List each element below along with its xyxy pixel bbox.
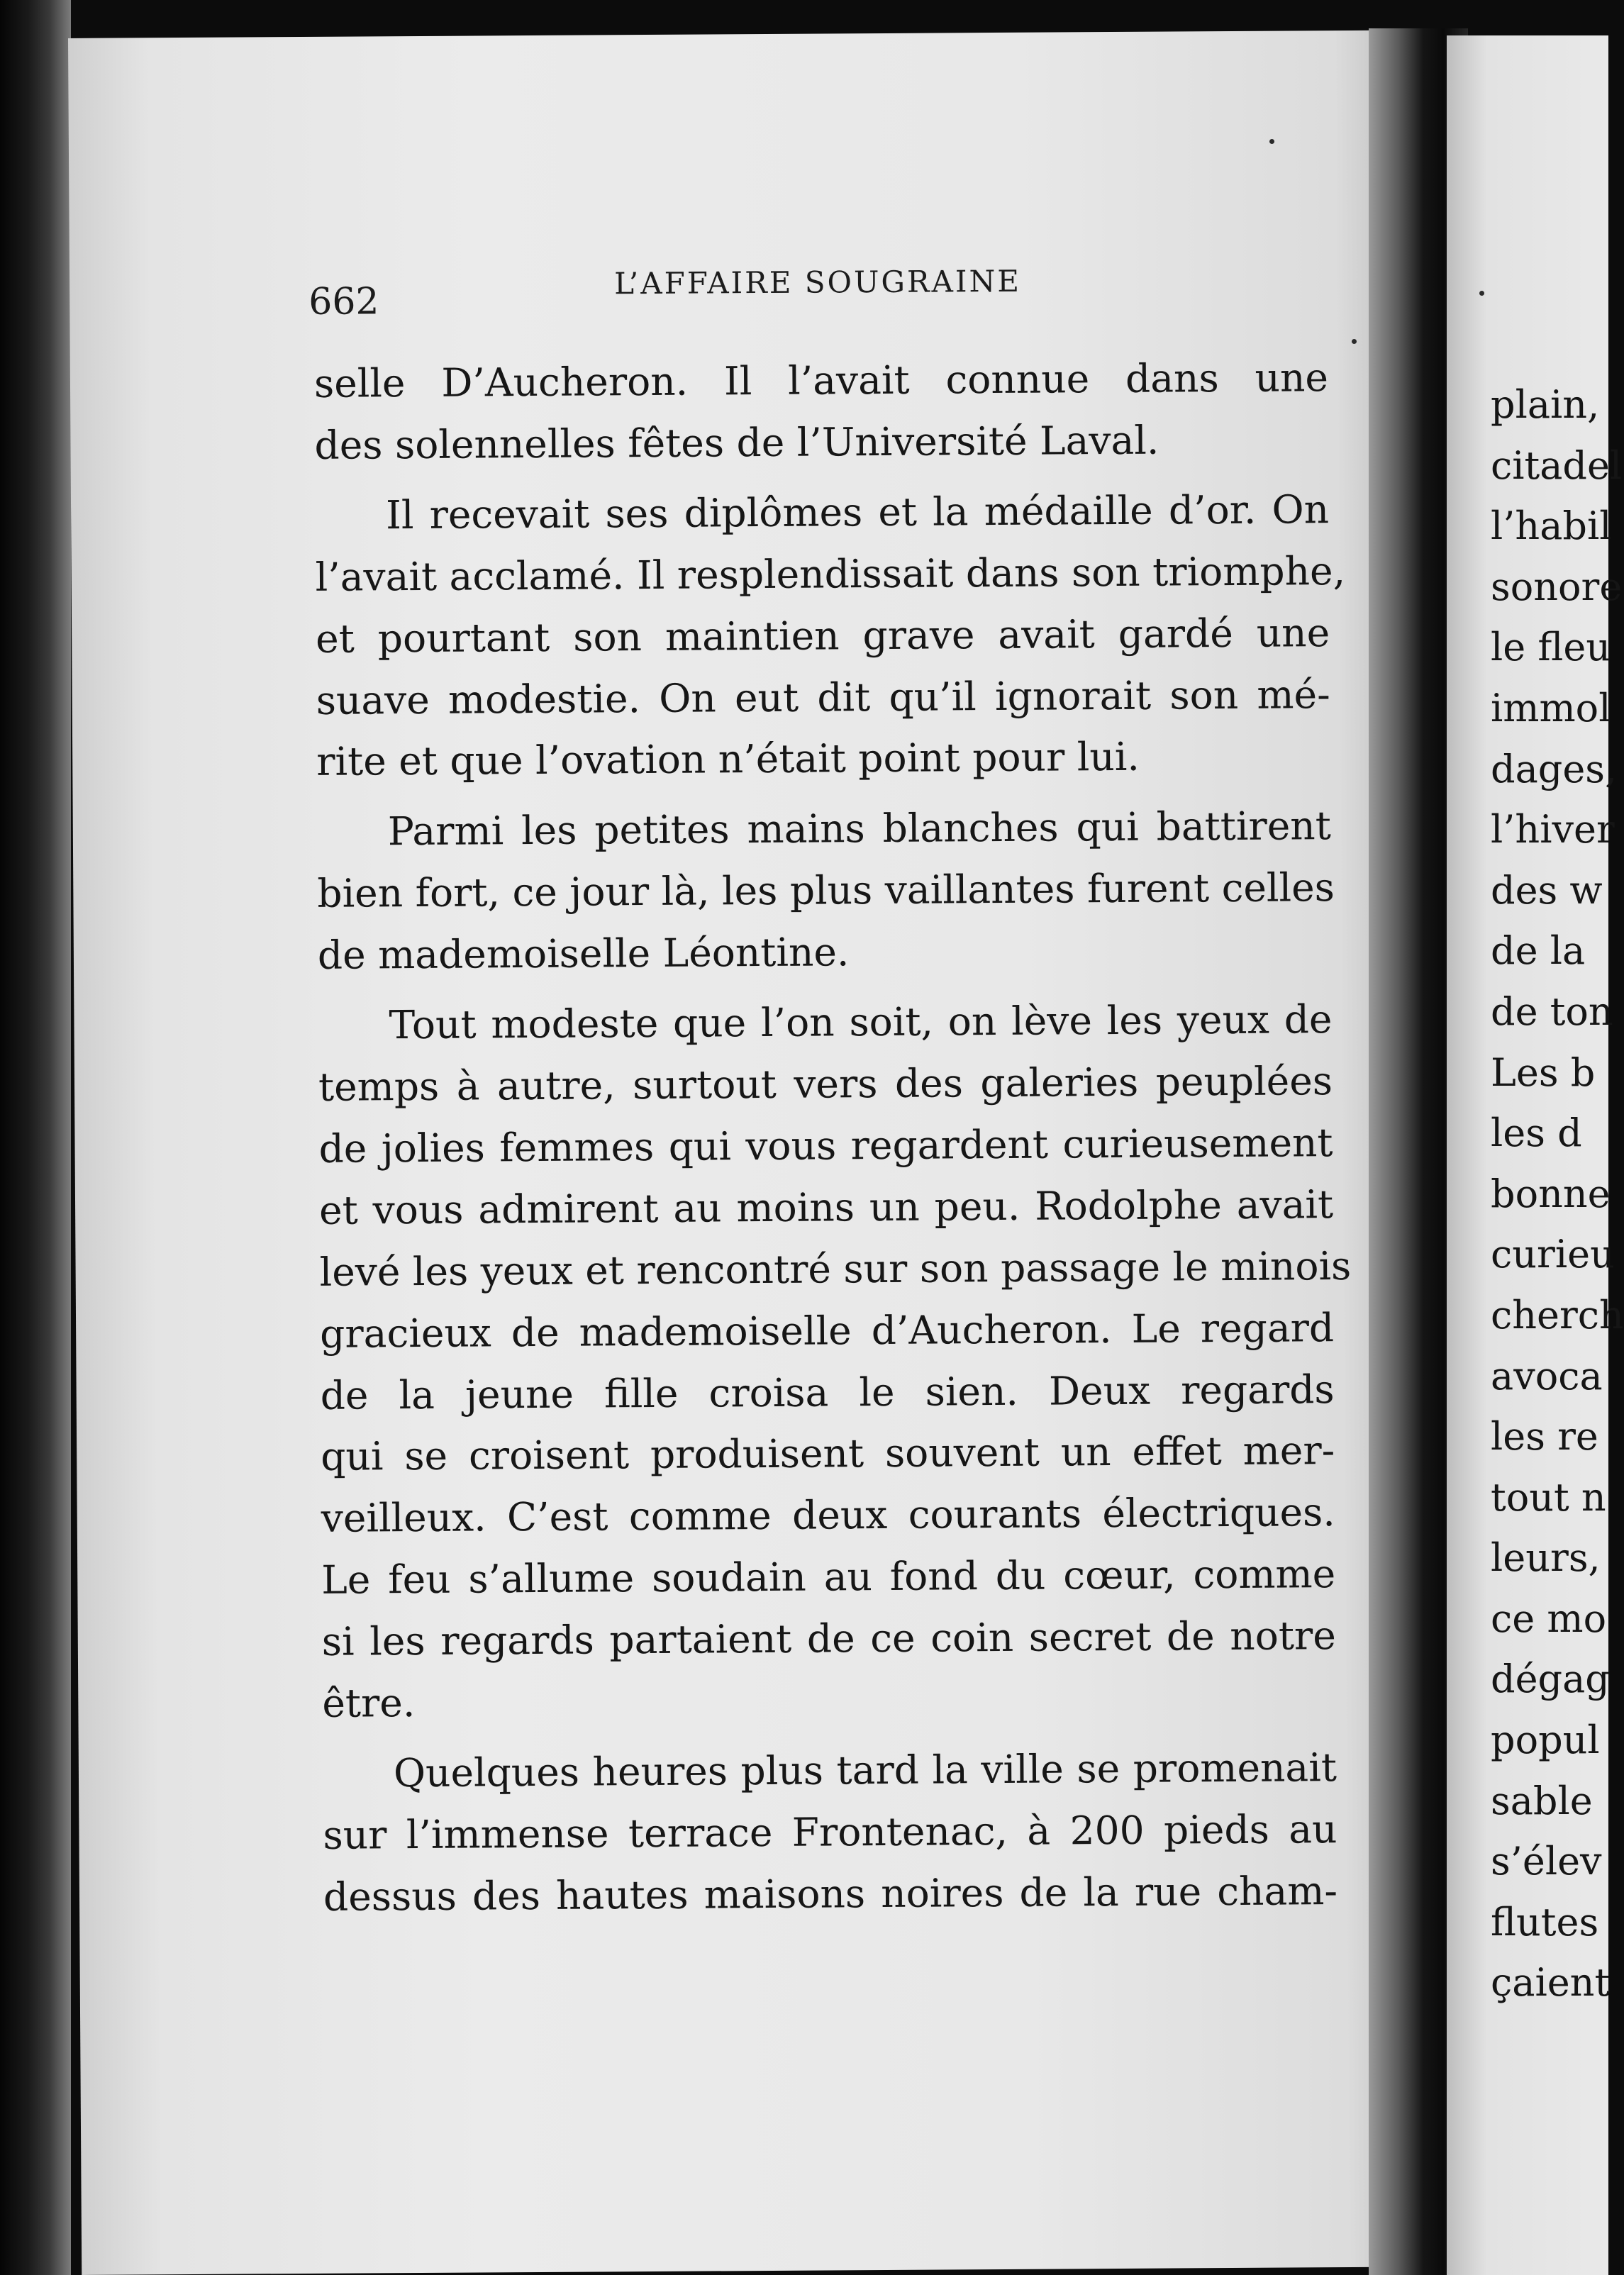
right-page xyxy=(1447,35,1624,2275)
text-line: de la jeune fille croisa le sien. Deux regards xyxy=(320,1366,1335,1418)
body-text xyxy=(313,347,1352,1928)
right-page-line: des w xyxy=(1491,867,1603,913)
text-line: de mademoiselle Léontine. xyxy=(317,929,850,979)
right-page-line: immol xyxy=(1491,685,1611,730)
text-line: et pourtant son maintien grave avait gardé une xyxy=(315,609,1330,662)
scan-speck xyxy=(1352,339,1357,344)
text-line: qui se croisent produisent souvent un effet mer- xyxy=(321,1428,1335,1480)
right-page-text xyxy=(1491,374,1624,2013)
text-line: être. xyxy=(322,1680,416,1726)
right-page-line: dages, xyxy=(1491,746,1618,791)
right-page-line: leurs, xyxy=(1491,1535,1601,1581)
text-line: Quelques heures plus tard la ville se promenait xyxy=(393,1745,1337,1796)
right-page-line: ce mo xyxy=(1491,1596,1607,1641)
text-line: des solennelles fêtes de l’Université Laval. xyxy=(314,417,1159,468)
right-page-line: les re xyxy=(1491,1414,1598,1459)
text-line: Parmi les petites mains blanches qui battirent xyxy=(387,803,1332,855)
right-page-line: les d xyxy=(1491,1111,1582,1156)
text-line: rite et que l’ovation n’était point pour lui. xyxy=(316,734,1140,785)
right-page-line: avoca xyxy=(1491,1353,1603,1398)
text-line: si les regards partaient de ce coin secret de notre xyxy=(321,1613,1336,1664)
right-page-line: popul xyxy=(1491,1718,1600,1763)
text-line: et vous admirent au moins un peu. Rodolphe avait xyxy=(318,1181,1334,1233)
right-page-line: sable xyxy=(1491,1778,1593,1823)
book-left-edge xyxy=(0,0,71,2275)
text-line: l’avait acclamé. Il resplendissait dans son triomphe, xyxy=(315,547,1346,600)
text-line: sur l’immense terrace Frontenac, à 200 pieds au xyxy=(323,1806,1337,1858)
scan-speck xyxy=(1269,139,1274,144)
right-page-line: plain, xyxy=(1491,382,1600,427)
right-page-line: dégag xyxy=(1491,1657,1610,1702)
text-line: suave modestie. On eut dit qu’il ignorait son mé- xyxy=(316,671,1330,723)
right-page-line: de ton xyxy=(1491,989,1613,1034)
right-page-line: bonne xyxy=(1491,1171,1611,1216)
text-line: selle D’Aucheron. Il l’avait connue dans une xyxy=(313,355,1329,406)
right-page-line: sonore xyxy=(1491,564,1623,609)
right-page-line: l’hiver xyxy=(1491,807,1615,852)
text-line: Le feu s’allume soudain au fond du cœur, comme xyxy=(321,1551,1336,1603)
right-page-line: l’habil xyxy=(1491,504,1612,549)
scan-speck xyxy=(1479,291,1484,296)
right-page-line: de la xyxy=(1491,928,1586,974)
page-number: 662 xyxy=(308,280,379,323)
right-page-line: flutes xyxy=(1491,1899,1599,1945)
left-page xyxy=(68,30,1429,2275)
right-page-line: curieu xyxy=(1491,1232,1615,1277)
right-page-line: çaient xyxy=(1491,1960,1611,2006)
text-line: temps à autre, surtout vers des galeries peuplées xyxy=(318,1058,1333,1110)
text-line: bien fort, ce jour là, les plus vaillantes furent celles xyxy=(317,864,1335,917)
right-page-line: s’élev xyxy=(1491,1839,1602,1884)
text-line: Il recevait ses diplômes et la médaille d’or. On xyxy=(385,486,1330,538)
text-line: gracieux de mademoiselle d’Aucheron. Le regard xyxy=(319,1304,1335,1357)
text-line: dessus des hautes maisons noires de la rue cham- xyxy=(323,1867,1338,1920)
running-head: L’AFFAIRE SOUGRAINE xyxy=(613,263,1022,301)
text-line: veilleux. C’est comme deux courants électriques. xyxy=(321,1489,1335,1542)
text-line: de jolies femmes qui vous regardent curieusement xyxy=(318,1120,1333,1172)
right-page-line: cherch xyxy=(1491,1292,1624,1337)
right-page-line: tout n xyxy=(1491,1474,1606,1520)
right-page-line: citadel xyxy=(1491,443,1623,488)
text-line: Tout modeste que l’on soit, on lève les yeux de xyxy=(389,996,1333,1048)
text-line: levé les yeux et rencontré sur son passage le minois xyxy=(319,1242,1352,1295)
right-page-line: Les b xyxy=(1491,1050,1596,1095)
right-page-line: le fleu xyxy=(1491,625,1611,670)
